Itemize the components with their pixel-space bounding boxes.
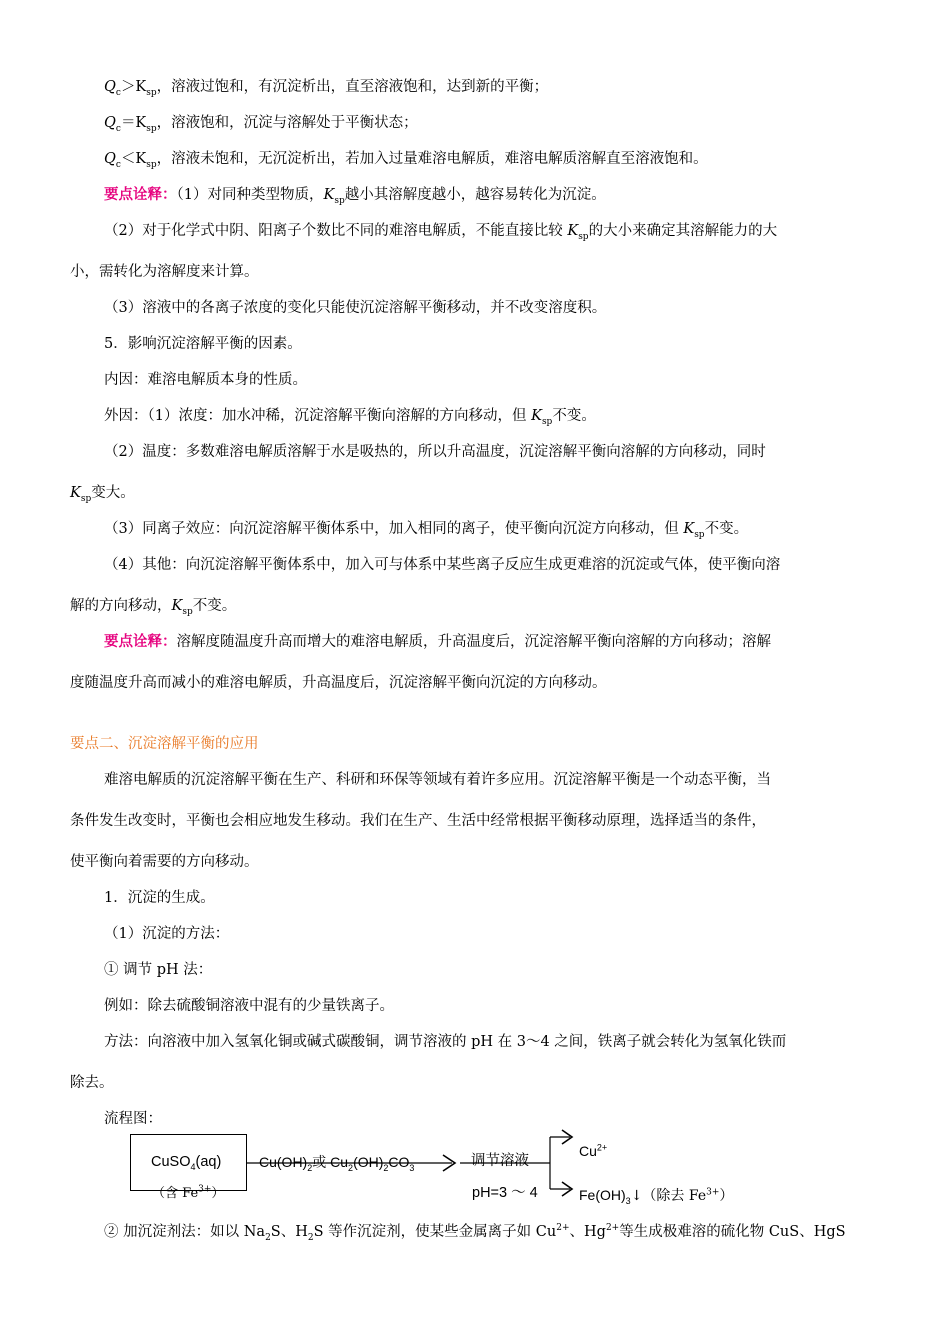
- paragraph-qc-less: $Q_c<K_{sp}$，溶液未饱和，无沉淀析出，若加入过量难溶电解质，难溶电解质溶解直至溶液饱和。: [104, 151, 708, 170]
- temperature-line2: $K_{sp}$变大。: [70, 485, 135, 504]
- ph-range-label: pH=3 ～ 4: [472, 1185, 538, 1201]
- cuso4-label: CuSO$_4$(aq): [151, 1154, 222, 1172]
- fe3-note: （含 $Fe^{3+}$）: [152, 1184, 225, 1201]
- output-cu: $Cu^{2+}$: [579, 1142, 608, 1159]
- paragraph-qc-equal: $Q_c=K_{sp}$，溶液饱和，沉淀与溶解处于平衡状态；: [104, 115, 418, 134]
- note-2-line2: 小，需转化为溶解度来计算。: [70, 264, 259, 280]
- internal-factor: 内因：难溶电解质本身的性质。: [104, 372, 307, 388]
- external-factor: 外因：（1）浓度：加水冲稀，沉淀溶解平衡向溶解的方向移动，但 $K_{sp}$不变。: [104, 408, 596, 427]
- intro-line2: 条件发生改变时，平衡也会相应地发生移动。我们在生产、生活中经常根据平衡移动原理，选择适当的条件，: [70, 813, 766, 829]
- note-3: （3）溶液中的各离子浓度的变化只能使沉淀溶解平衡移动，并不改变溶度积。: [104, 300, 607, 316]
- example-line: 例如：除去硫酸铜溶液中混有的少量铁离子。: [104, 998, 394, 1014]
- intro-line1: 难溶电解质的沉淀溶解平衡在生产、科研和环保等领域有着许多应用。沉淀溶解平衡是一个动态平衡，当: [104, 772, 771, 788]
- note-1: 要点诠释：（1）对同种类型物质，$K_{sp}$越小其溶解度越小，越容易转化为沉淀。: [104, 186, 606, 206]
- note-4-line1: 要点诠释：溶解度随温度升高而增大的难溶电解质，升高温度后，沉淀溶解平衡向溶解的方向移动；溶解: [104, 633, 771, 650]
- note-label: 要点诠释：: [104, 633, 177, 650]
- note-label: 要点诠释：: [104, 186, 177, 203]
- other-factor-line2: 解的方向移动，$K_{sp}$不变。: [70, 598, 237, 617]
- intro-line3: 使平衡向着需要的方向移动。: [70, 854, 259, 870]
- reagent-label: $Cu(OH)_2$或 $Cu_2(OH)_2CO_3$: [259, 1154, 415, 1173]
- paragraph-qc-greater: $Q_c>K_{sp}$，溶液过饱和，有沉淀析出，直至溶液饱和，达到新的平衡；: [104, 79, 549, 98]
- note-4-line2: 度随温度升高而减小的难溶电解质，升高温度后，沉淀溶解平衡向沉淀的方向移动。: [70, 675, 607, 691]
- method-line2: 除去。: [70, 1075, 114, 1091]
- subheading-1: 1．沉淀的生成。: [104, 890, 215, 906]
- output-feoh3: $Fe(OH)_3↓$（除去 $Fe^{3+}$）: [579, 1187, 734, 1206]
- note-2-line1: （2）对于化学式中阴、阳离子个数比不同的难溶电解质，不能直接比较 $K_{sp}$的大小来确定其溶解能力的大: [104, 223, 778, 242]
- method-line1: 方法：向溶液中加入氢氧化铜或碱式碳酸铜，调节溶液的 pH 在 3～4 之间，铁离子就会转化为氢氧化铁而: [104, 1034, 787, 1050]
- temperature-line1: （2）温度：多数难溶电解质溶解于水是吸热的，所以升高温度，沉淀溶解平衡向溶解的方向移动，同时: [104, 444, 766, 460]
- heading-5: 5．影响沉淀溶解平衡的因素。: [104, 336, 302, 352]
- subheading-1-1: （1）沉淀的方法：: [104, 926, 230, 942]
- precipitant-method: ② 加沉淀剂法：如以 $Na_2S$、$H_2S$ 等作沉淀剂，使某些金属离子如 $Cu^{2+}$、$Hg^{2+}$等生成极难溶的硫化物 CuS、HgS: [104, 1223, 846, 1243]
- section-heading-2: 要点二、沉淀溶解平衡的应用: [70, 736, 259, 752]
- common-ion-effect: （3）同离子效应：向沉淀溶解平衡体系中，加入相同的离子，使平衡向沉淀方向移动，但 $K_{sp}$不变。: [104, 521, 749, 540]
- adjust-label: 调节溶液: [471, 1153, 529, 1169]
- other-factor-line1: （4）其他：向沉淀溶解平衡体系中，加入可与体系中某些离子反应生成更难溶的沉淀或气体，使平衡向溶: [104, 557, 781, 573]
- method-ph: ① 调节 pH 法：: [104, 962, 213, 978]
- flow-label: 流程图：: [104, 1111, 162, 1127]
